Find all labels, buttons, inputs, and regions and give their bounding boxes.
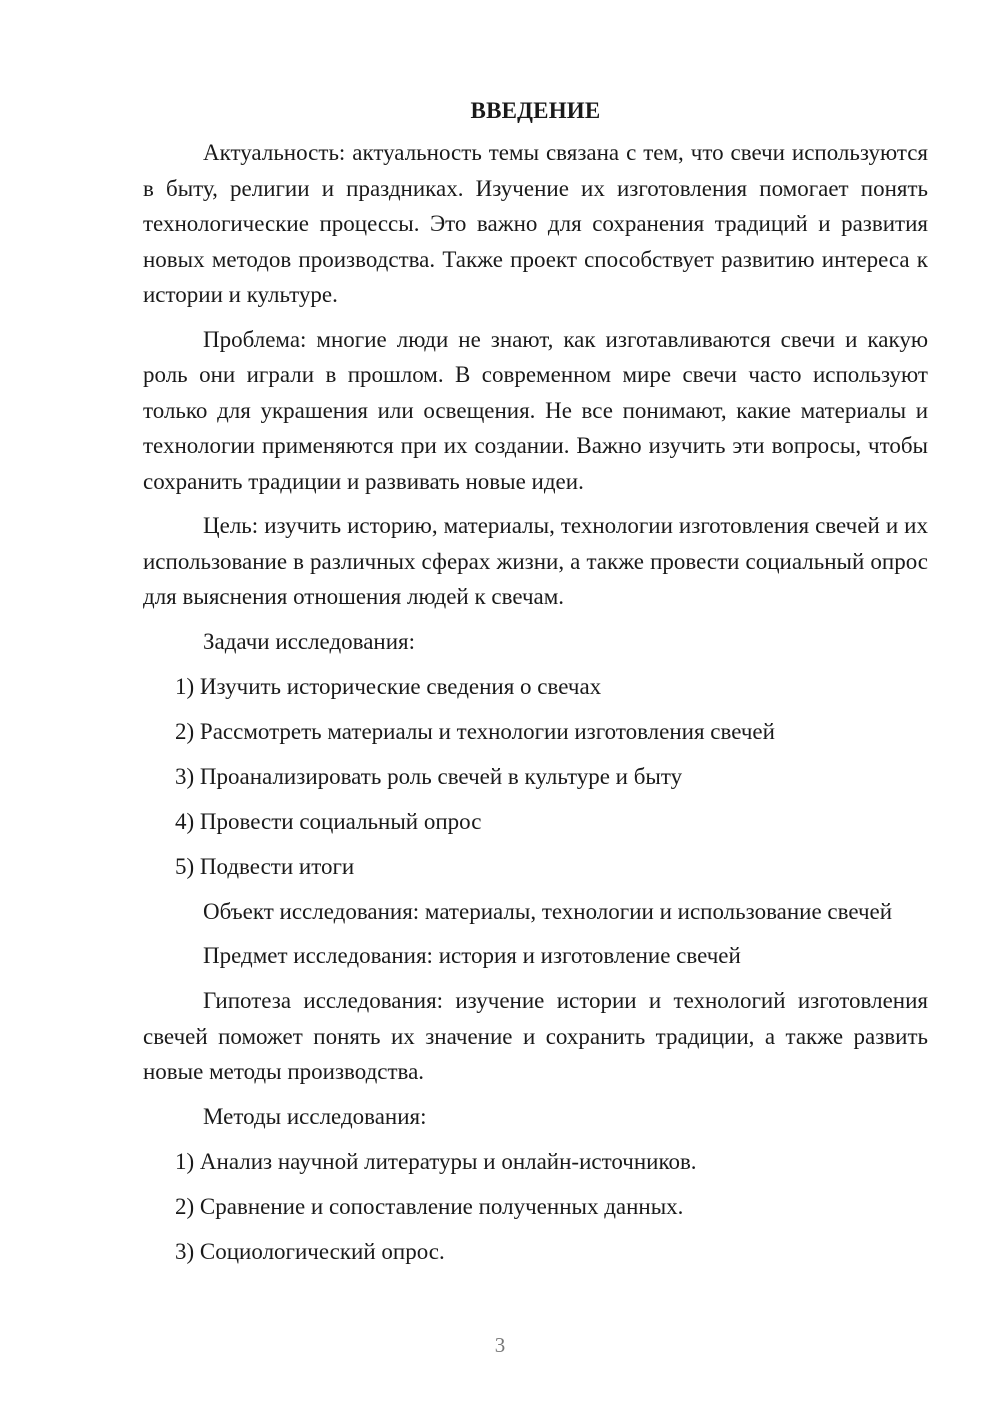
task-item: 2) Рассмотреть материалы и технологии изготовления свечей <box>175 718 775 744</box>
method-item: 1) Анализ научной литературы и онлайн-источников. <box>175 1148 697 1174</box>
task-item: 5) Подвести итоги <box>175 853 355 879</box>
tasks-list <box>143 669 928 885</box>
subject-paragraph: Предмет исследования: история и изготовление свечей <box>203 943 741 968</box>
method-item: 3) Социологический опрос. <box>175 1238 445 1264</box>
page-number: 3 <box>494 1333 506 1357</box>
task-item: 3) Проанализировать роль свечей в культуре и быту <box>175 763 683 789</box>
methods-heading: Методы исследования: <box>203 1103 427 1129</box>
document-title: ВВЕДЕНИЕ <box>470 98 601 123</box>
problem-paragraph: Проблема: многие люди не знают, как изготавливаются свечи и какую роль они играли в прошлом. В современном мире свечи часто используют только для украшения или освещения. Не все понимают, какие материалы и технологии применяются при их создании. Важно изучить эти вопросы, чтобы сохранить традиции и развивать новые идеи. <box>143 326 928 494</box>
task-item: 1) Изучить исторические сведения о свечах <box>175 673 602 699</box>
goal-paragraph: Цель: изучить историю, материалы, технологии изготовления свечей и их использование в различных сферах жизни, а также провести социальный опрос для выяснения отношения людей к свечам. <box>143 513 928 609</box>
method-item: 2) Сравнение и сопоставление полученных данных. <box>175 1193 684 1219</box>
tasks-heading: Задачи исследования: <box>203 628 416 654</box>
hypothesis-paragraph: Гипотеза исследования: изучение истории и технологий изготовления свечей поможет понять их значение и сохранить традиции, а также развить новые методы производства. <box>143 988 928 1084</box>
relevance-paragraph: Актуальность: актуальность темы связана с тем, что свечи используются в быту, религии и праздниках. Изучение их изготовления помогает понять технологические процессы. Это важно для сохранения традиций и развития новых методов производства. Также проект способствует развитию интереса к истории и культуре. <box>143 140 928 307</box>
object-paragraph: Объект исследования: материалы, технологии и использование свечей <box>203 898 893 924</box>
methods-list <box>143 1144 928 1270</box>
task-item: 4) Провести социальный опрос <box>175 808 482 834</box>
document-page <box>143 96 928 1279</box>
